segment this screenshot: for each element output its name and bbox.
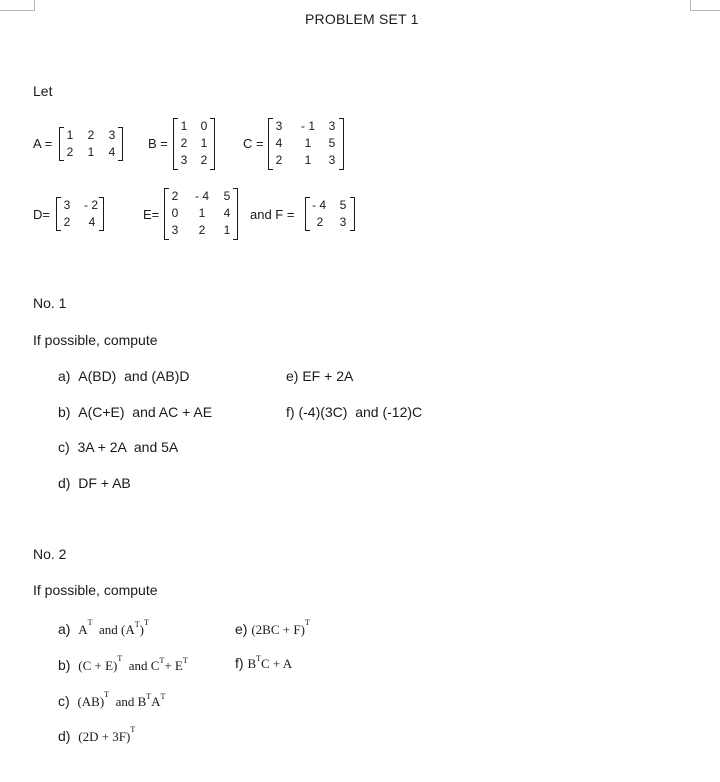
problem1-instruction: If possible, compute	[33, 332, 158, 348]
matrix-cell: 2	[275, 153, 283, 167]
matrix-cell: 2	[66, 145, 74, 159]
problem2-item-a: a) $A^T$ and $(A^T)^T$	[58, 618, 149, 637]
problem2-instruction: If possible, compute	[33, 582, 158, 598]
problem1-item-b: b) A(C+E) and AC + AE	[58, 404, 213, 420]
intro-text: Let	[33, 83, 53, 99]
matrix-cell: 3	[63, 198, 71, 212]
matrix-cell: 1	[87, 145, 95, 159]
matrix-cell: 1	[200, 136, 208, 150]
matrix-cell: 1	[198, 206, 206, 220]
matrix-c-label: C =	[243, 136, 264, 151]
matrix-cell: 3	[275, 119, 283, 133]
matrix-cell: 0	[200, 119, 208, 133]
matrix-e	[164, 188, 238, 240]
matrix-cell: 3	[171, 223, 179, 237]
problem1-item-a: a) A(BD) and (AB)D	[58, 368, 190, 384]
problem2-item-c: c) (AB)$^T$ and $B^TA^T$	[58, 690, 166, 709]
matrix-cell: 2	[316, 215, 324, 229]
problem1-item-f: f) (-4)(3C) and (-12)C	[286, 404, 423, 420]
matrix-cell: 2	[180, 136, 188, 150]
page-corner-right	[690, 0, 720, 11]
matrix-f	[305, 197, 355, 231]
matrix-a-label: A =	[33, 136, 53, 151]
matrix-f-label: and F =	[250, 207, 295, 222]
matrix-cell: 4	[108, 145, 116, 159]
matrix-cell: 3	[328, 119, 336, 133]
problem1-item-c: c) 3A + 2A and 5A	[58, 439, 179, 455]
page-corner-left	[0, 0, 35, 11]
matrix-cell: 3	[108, 128, 116, 142]
matrix-a	[59, 127, 123, 161]
matrix-cell: 2	[171, 189, 179, 203]
matrix-cell: 4	[223, 206, 231, 220]
problem2-heading: No. 2	[33, 546, 67, 562]
matrix-cell: 2	[63, 215, 71, 229]
matrix-cell: 5	[223, 189, 231, 203]
matrix-c	[268, 118, 344, 170]
problem1-item-d: d) DF + AB	[58, 475, 131, 491]
matrix-cell: 4	[275, 136, 283, 150]
matrix-cell: 1	[304, 153, 312, 167]
matrix-cell: 1	[304, 136, 312, 150]
matrix-cell: 1	[66, 128, 74, 142]
problem2-item-f: f) $B^TC + A$	[235, 654, 293, 671]
matrix-cell: - 1	[300, 119, 315, 133]
matrix-cell: 1	[180, 119, 188, 133]
problem2-item-d: d) $(2D + 3F)^T$	[58, 725, 136, 744]
matrix-cell: 3	[180, 153, 188, 167]
matrix-cell: 4	[88, 215, 96, 229]
matrix-cell: - 4	[194, 189, 209, 203]
matrix-e-label: E=	[143, 207, 160, 222]
matrix-cell: 5	[339, 198, 347, 212]
matrix-d-label: D=	[33, 207, 50, 222]
matrix-cell: 0	[171, 206, 179, 220]
problem2-item-b: b) $(C + E)^T$ and $C^T+ E^T$	[58, 654, 188, 673]
matrix-cell: - 4	[311, 198, 326, 212]
matrix-b	[173, 118, 215, 170]
matrix-cell: - 2	[83, 198, 98, 212]
page-title: PROBLEM SET 1	[305, 11, 419, 27]
matrix-cell: 2	[198, 223, 206, 237]
matrix-cell: 5	[328, 136, 336, 150]
problem1-heading: No. 1	[33, 295, 67, 311]
matrix-cell: 2	[87, 128, 95, 142]
problem2-item-e: e) $(2BC + F)^T$	[235, 618, 310, 637]
problem1-item-e: e) EF + 2A	[286, 368, 354, 384]
matrix-cell: 3	[328, 153, 336, 167]
matrix-cell: 2	[200, 153, 208, 167]
matrix-d	[56, 197, 104, 231]
matrix-cell: 3	[339, 215, 347, 229]
matrix-b-label: B =	[148, 136, 168, 151]
matrix-cell: 1	[223, 223, 231, 237]
